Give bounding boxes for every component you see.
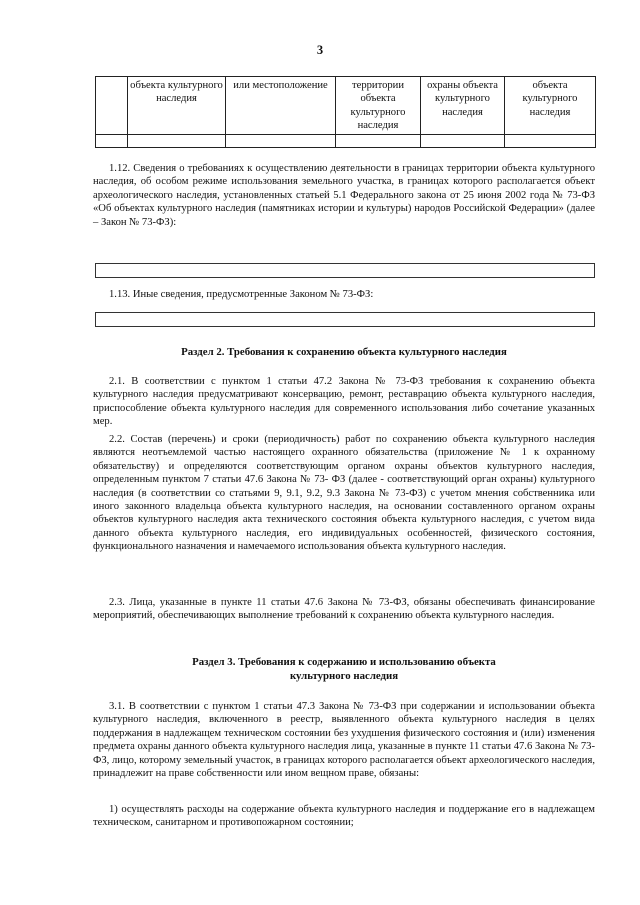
paragraph-2-2: 2.2. Состав (перечень) и сроки (периодичность) работ по сохранению объекта культурного наследия являются неотъемлемой частью настоящего охранного обязательства (приложение № 1 к охранному обязательству) и определяются соответствующим органом охраны объектов культурного наследия, определенным пунктом 7 статьи 47.6 Закона № 73- ФЗ (далее - соответствующий орган охраны) культурного наследия (в соответствии со статьями 9, 9.1, 9.2, 9.3 Закона № 73-ФЗ) с учетом мнения собственника или иного законного владельца объекта культурного наследия, на основании составленного органом охраны объектов культурного наследия акта технического состояния объекта культурного наследия, с учетом вида данного объекта культурного наследия, его индивидуальных особенностей, физического состояния, функционального назначения и намечаемого использования объекта культурного наследия. — [93, 434, 595, 553]
paragraph-3-1: 3.1. В соответствии с пунктом 1 статьи 47.3 Закона № 73-ФЗ при содержании и использовании объекта культурного наследия, включенного в реестр, выявленного объекта культурного наследия в целях поддержания в надлежащем техническом состоянии без ухудшения физического состояния и (или) изменения предмета охраны данного объекта культурного наследия лица, указанные в пункте 11 статьи 47.6 Закона № 73-ФЗ, лицо, которому земельный участок, в границах которого располагается объект археологического наследия, принадлежит на праве собственности или ином вещном праве, обязаны: — [93, 701, 595, 780]
list-item-1: 1) осуществлять расходы на содержание объекта культурного наследия и поддержание его в надлежащем техническом, санитарном и противопожарном состоянии; — [93, 804, 595, 829]
paragraph-1-12: 1.12. Сведения о требованиях к осуществлению деятельности в границах территории объекта культурного наследия, об особом режиме использования земельного участка, в границах которого располагается объект археологического наследия, установленных статьей 5.1 Федерального закона от 25 июня 2002 года № 73-ФЗ «Об объектах культурного наследия (памятниках истории и культуры) народов Российской Федерации» (далее – Закон № 73-ФЗ): — [93, 163, 595, 228]
section-3-title-line-1: Раздел 3. Требования к содержанию и использованию объекта — [192, 656, 496, 668]
table-cell: охраны объекта культурного наследия — [421, 77, 505, 135]
table-cell — [336, 134, 421, 147]
section-3-title-line-2: культурного наследия — [289, 670, 399, 682]
table-cell — [421, 134, 505, 147]
table-row — [96, 77, 596, 135]
paragraph-1-13: 1.13. Иные сведения, предусмотренные Законом № 73-ФЗ: — [109, 289, 374, 300]
answer-field-1-12 — [95, 263, 595, 278]
header-table — [95, 76, 596, 148]
table-cell: объекта культурного наследия — [505, 77, 596, 135]
paragraph-2-1: 2.1. В соответствии с пунктом 1 статьи 47.2 Закона № 73-ФЗ требования к сохранению объекта культурного наследия предусматривают консервацию, ремонт, реставрацию объекта культурного наследия, приспособление объекта культурного наследия для современного использования либо сочетание указанных мер. — [93, 376, 595, 428]
table-cell — [96, 77, 128, 135]
answer-field-1-13 — [95, 312, 595, 327]
table-cell — [96, 134, 128, 147]
table-row — [96, 134, 596, 147]
table-cell: или местоположение — [226, 77, 336, 135]
table-cell — [505, 134, 596, 147]
paragraph-2-3: 2.3. Лица, указанные в пункте 11 статьи 47.6 Закона № 73-ФЗ, обязаны обеспечивать финансирование мероприятий, обеспечивающих выполнение требований к сохранению объекта культурного наследия. — [93, 597, 595, 622]
page-number: 3 — [316, 43, 324, 57]
table-cell: объекта культурного наследия — [128, 77, 226, 135]
section-2-title: Раздел 2. Требования к сохранению объекта культурного наследия — [181, 346, 507, 358]
table-cell — [128, 134, 226, 147]
table-cell — [226, 134, 336, 147]
table-cell: территории объекта культурного наследия — [336, 77, 421, 135]
